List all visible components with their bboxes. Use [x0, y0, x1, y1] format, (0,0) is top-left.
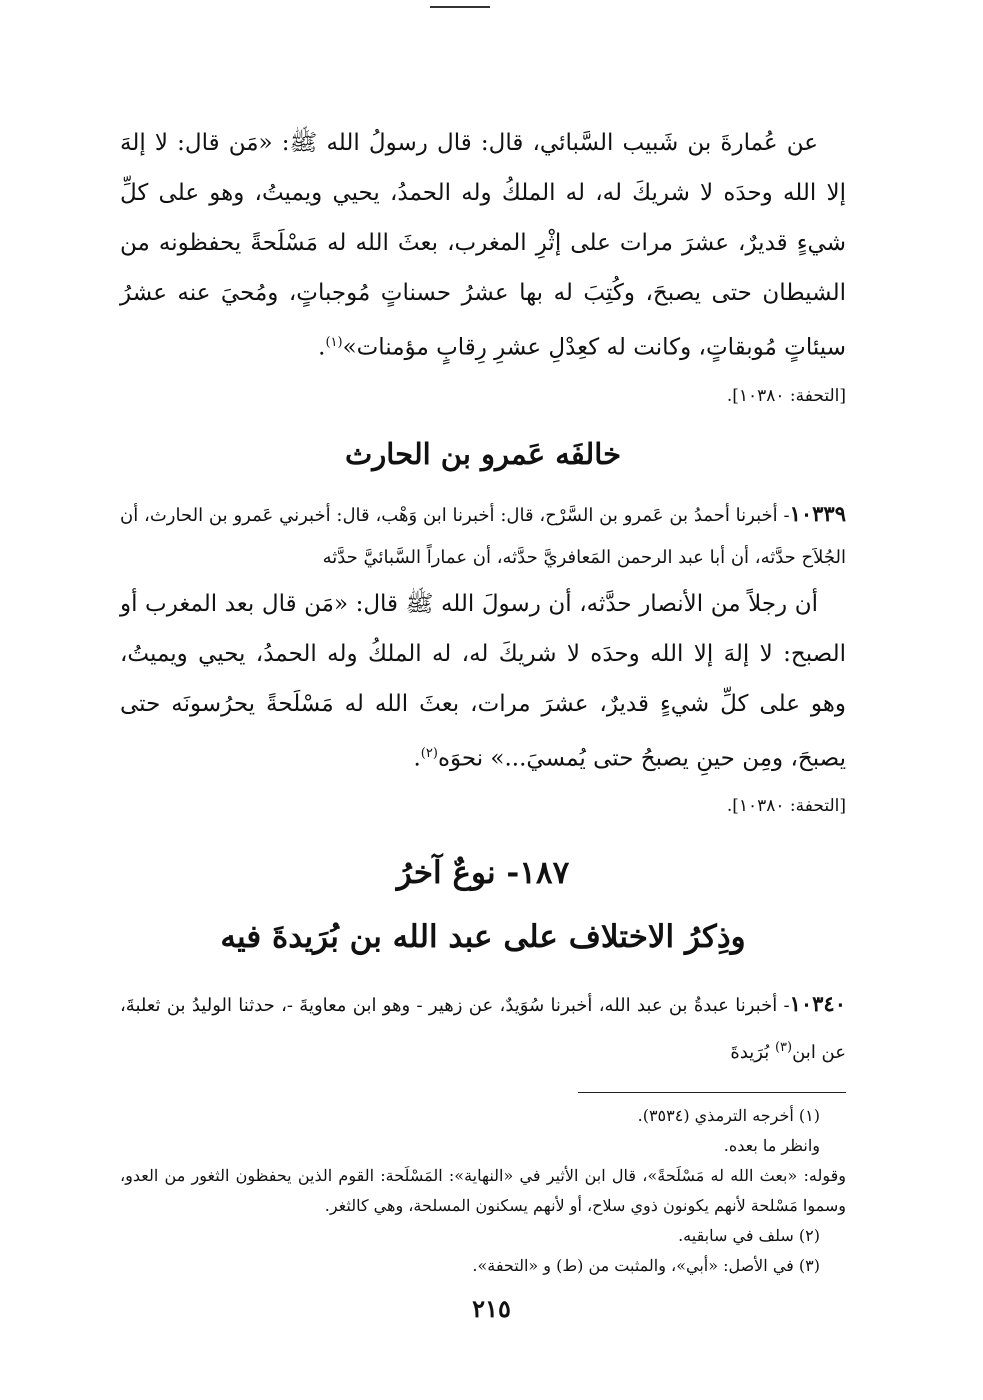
page-number: ٢١٥ — [472, 1294, 511, 1323]
footnote-divider — [578, 1092, 846, 1093]
hadith-number-1339: ١٠٣٣٩ — [789, 500, 846, 526]
footnote-1-gloss: وقوله: «بعث الله له مَسْلَحةً»، قال ابن الأثير في «النهاية»: المَسْلَحة: القوم الذين يحفظون الثغور من العدو، وسموا مَسْلحة لأنهم يكونون ذوي سلاح، أو لأنهم يسكنون المسلحة، وهي كالثغر. — [120, 1166, 846, 1216]
footnote-1-see-also: وانظر ما بعده. — [723, 1136, 820, 1156]
hadith-text-2-end: . — [413, 745, 421, 772]
chapter-title: ١٨٧- نوعٌ آخرُ — [396, 855, 570, 892]
footnote-3: (٣) في الأصل: «أبي»، والمثبت من (ط) و «التحفة». — [472, 1256, 820, 1276]
hadith-text-1-end: . — [318, 334, 326, 361]
footnote-2: (٢) سلف في سابقيه. — [678, 1226, 820, 1246]
hadith-number-1340: ١٠٣٤٠ — [789, 991, 846, 1017]
chapter-subtitle: وذِكرُ الاختلاف على عبد الله بن بُرَيدةَ فيه — [220, 919, 746, 956]
hadith-1340-isnad-end: بُرَيدةَ — [730, 1042, 775, 1064]
footnote-ref-2[interactable]: (٢) — [420, 745, 438, 761]
hadith-text-1 — [120, 118, 846, 373]
hadith-1340-isnad — [120, 983, 846, 1074]
section-heading: خالفَه عَمرو بن الحارث — [344, 436, 622, 471]
hadith-text-1-body: عن عُمارةَ بن شَبيب السَّبائي، قال: قال رسولُ الله ﷺ: «مَن قال: لا إلهَ إلا الله وحدَه لا شريكَ له، له الملكُ وله الحمدُ، يحيي ويميتُ، وهو على كلِّ شيءٍ قديرٌ، عشرَ مرات على إثْرِ المغرب، بعثَ الله له مَسْلَحةً يحفظونه من الشيطان حتى يصبحَ، وكُتِبَ له بها عشرُ حسناتٍ مُوجباتٍ، ومُحيَ عنه عشرُ سيئاتٍ مُوبقاتٍ، وكانت له كعِدْلِ عشرِ رِقابٍ مؤمنات» — [120, 130, 846, 361]
page-content — [120, 118, 846, 1281]
tuhfa-reference-2: [التحفة: ١٠٣٨٠]. — [726, 796, 846, 817]
hadith-1340-isnad-text: - أخبرنا عبدةُ بن عبد الله، أخبرنا سُوَيدٌ، عن زهير - وهو ابن معاويةَ -، حدثنا الوليدُ بن ثعلبةَ، عن ابن — [120, 995, 846, 1064]
top-rule — [430, 6, 490, 8]
footnote-ref-3[interactable]: (٣) — [774, 1040, 793, 1056]
tuhfa-reference-1: [التحفة: ١٠٣٨٠]. — [726, 385, 846, 406]
hadith-text-2-body: أن رجلاً من الأنصار حدَّثه، أن رسولَ الله ﷺ قال: «مَن قال بعد المغرب أو الصبح: لا إلهَ إلا الله وحدَه لا شريكَ له، له الملكُ وله الحمدُ، يحيي ويميتُ، وهو على كلِّ شيءٍ قديرٌ، عشرَ مرات، بعثَ الله له مَسْلَحةً يحرُسونَه حتى يصبحَ، ومِن حينِ يصبحُ حتى يُمسيَ...» نحوَه — [120, 590, 846, 772]
hadith-1339-isnad-text: - أخبرنا أحمدُ بن عَمرو بن السَّرْح، قال: أخبرنا ابن وَهْب، قال: أخبرني عَمرو بن الحارث، أن الجُلاَح حدَّثه، أن أبا عبد الرحمن المَعافريَّ حدَّثه، أن عماراً السَّبائيَّ حدَّثه — [120, 504, 846, 568]
hadith-text-2 — [120, 579, 846, 784]
footnote-ref-1[interactable]: (١) — [325, 335, 343, 350]
hadith-1339-isnad — [120, 493, 846, 579]
footnote-1: (١) أخرجه الترمذي (٣٥٣٤). — [637, 1106, 820, 1126]
